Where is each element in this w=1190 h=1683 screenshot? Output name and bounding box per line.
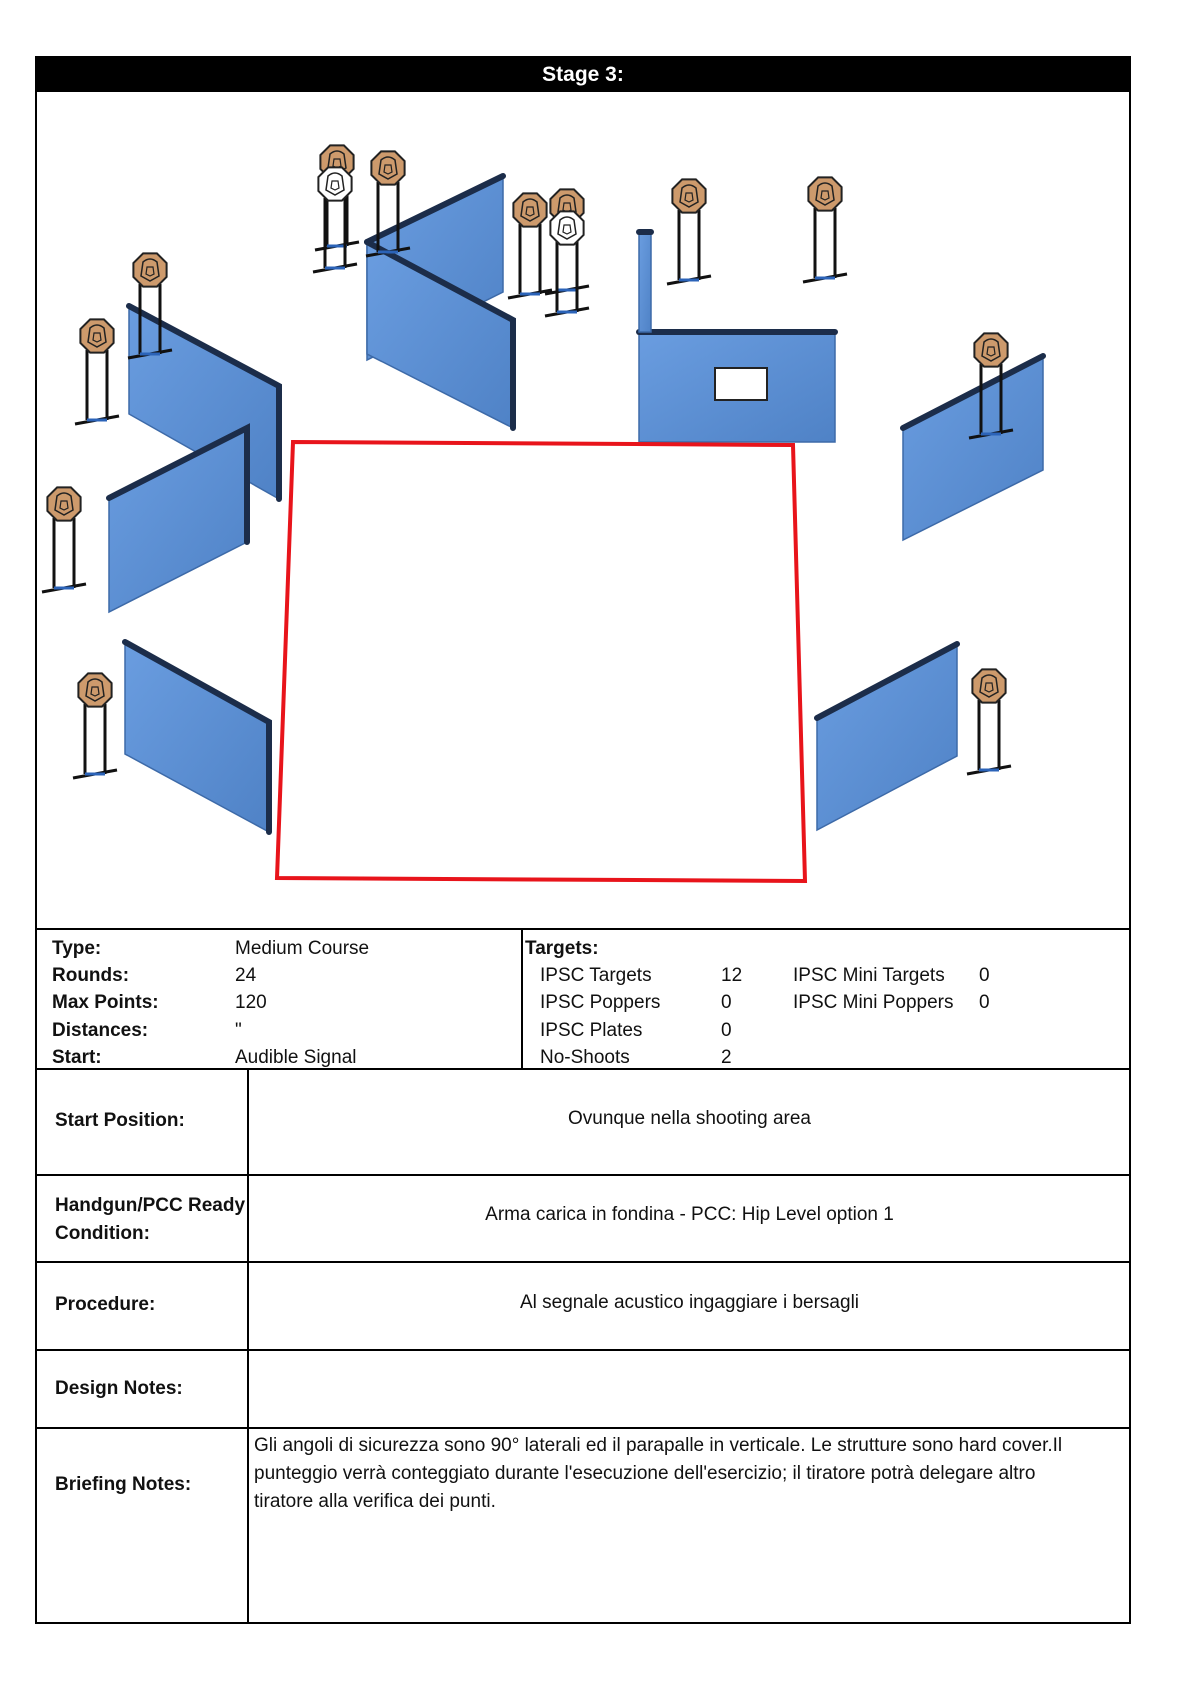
start-value: Audible Signal: [235, 1047, 357, 1068]
divider: [37, 1174, 1129, 1176]
divider: [37, 1068, 1129, 1070]
no-shoot-target: [313, 167, 357, 272]
window-port: [715, 368, 767, 400]
ipsc-target: [508, 193, 552, 298]
max-points-label: Max Points:: [52, 992, 159, 1013]
divider: [37, 1261, 1129, 1263]
ipsc-mini-targets-value: 0: [979, 965, 990, 986]
type-value: Medium Course: [235, 938, 370, 959]
ipsc-target: [42, 487, 86, 592]
ipsc-target: [73, 673, 117, 778]
divider: [247, 1068, 249, 1624]
type-label: Type:: [52, 938, 102, 959]
divider: [37, 1349, 1129, 1351]
ipsc-mini-poppers-value: 0: [979, 992, 990, 1013]
design-notes-label: Design Notes:: [55, 1378, 183, 1399]
ready-condition-label-line1: Handgun/PCC Ready: [55, 1195, 246, 1216]
briefing-notes-line3: tiratore alla verifica dei punti.: [254, 1491, 496, 1512]
ready-condition-label-line2: Condition:: [55, 1223, 150, 1244]
shooting-area: [277, 442, 805, 881]
targets-label: Targets:: [525, 938, 599, 959]
ipsc-targets-value: 12: [721, 965, 743, 986]
start-position-label: Start Position:: [55, 1110, 185, 1131]
ipsc-poppers-label: IPSC Poppers: [540, 992, 661, 1013]
max-points-value: 120: [235, 992, 267, 1013]
rounds-value: 24: [235, 965, 257, 986]
no-shoot-target: [545, 211, 589, 316]
distances-value: ": [235, 1020, 242, 1041]
stage-diagram-svg: [37, 92, 1129, 1002]
divider: [37, 928, 1129, 930]
divider: [521, 928, 523, 1068]
no-shoots-value: 2: [721, 1047, 732, 1068]
barrier-wall: [125, 642, 269, 832]
start-label: Start:: [52, 1047, 102, 1068]
ready-condition-value: Arma carica in fondina - PCC: Hip Level option 1: [485, 1204, 894, 1225]
ipsc-plates-value: 0: [721, 1020, 732, 1041]
ipsc-target: [667, 179, 711, 284]
barrier-wall: [109, 428, 247, 612]
rounds-label: Rounds:: [52, 965, 130, 986]
distances-label: Distances:: [52, 1020, 149, 1041]
stage-diagram: [37, 92, 1129, 1002]
barrier-wall: [903, 356, 1043, 540]
briefing-notes-label: Briefing Notes:: [55, 1474, 192, 1495]
procedure-value: Al segnale acustico ingaggiare i bersagli: [519, 1292, 860, 1313]
ipsc-poppers-value: 0: [721, 992, 732, 1013]
stage-title: Stage 3:: [37, 58, 1129, 92]
ipsc-target: [75, 319, 119, 424]
ipsc-mini-targets-label: IPSC Mini Targets: [793, 965, 945, 986]
divider: [37, 1427, 1129, 1429]
briefing-notes-line2: punteggio verrà conteggiato durante l'esecuzione dell'esercizio; il tiratore potrà delegare altro: [254, 1463, 1036, 1484]
barrier-wall: [639, 232, 651, 332]
ipsc-plates-label: IPSC Plates: [540, 1020, 643, 1041]
ipsc-mini-poppers-label: IPSC Mini Poppers: [793, 992, 954, 1013]
stage-sheet: [35, 56, 1131, 1624]
barrier-wall: [817, 644, 957, 830]
procedure-label: Procedure:: [55, 1294, 156, 1315]
ipsc-target: [803, 177, 847, 282]
ipsc-target: [967, 669, 1011, 774]
no-shoots-label: No-Shoots: [540, 1047, 630, 1068]
ipsc-targets-label: IPSC Targets: [540, 965, 652, 986]
briefing-notes-line1: Gli angoli di sicurezza sono 90° laterali ed il parapalle in verticale. Le strutture sono hard cover.Il: [254, 1435, 1063, 1456]
start-position-value: Ovunque nella shooting area: [568, 1108, 811, 1129]
